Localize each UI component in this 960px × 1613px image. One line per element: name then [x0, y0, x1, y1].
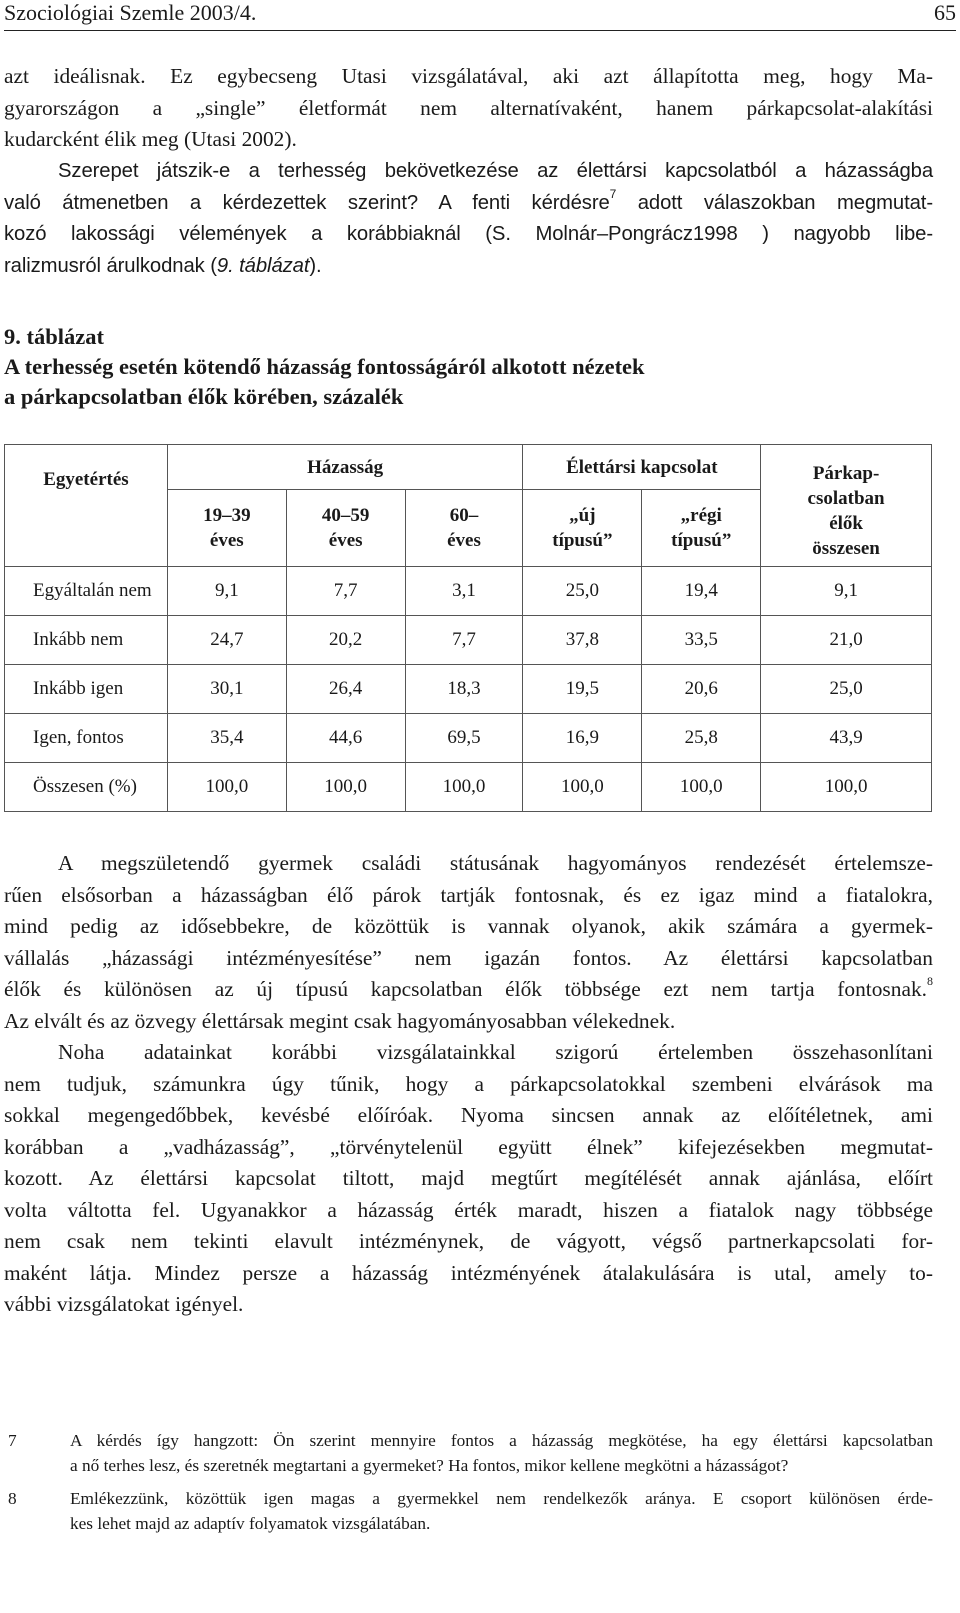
data-table	[4, 444, 932, 812]
table-cell: 3,1	[405, 567, 523, 616]
column-label: éves	[328, 530, 363, 551]
table-cell: 100,0	[405, 763, 523, 812]
table-cell: 44,6	[286, 714, 405, 763]
column-label: 60–	[449, 505, 479, 526]
table-cell: 100,0	[167, 763, 286, 812]
page-number: 65	[934, 0, 956, 25]
text-line: mind pedig az idősebbekre, de közöttük is vannak olyanok, akik számára a gyermek-	[4, 914, 933, 938]
text-line: vállalás „házassági intézményesítése” nem igazán fontos. Az élettársi kapcsolatban	[4, 945, 933, 970]
table-cell: 20,2	[286, 616, 405, 665]
column-label: „új	[569, 505, 596, 526]
row-label: Egyáltalán nem	[5, 567, 168, 616]
running-header	[4, 0, 956, 31]
group-header-total	[761, 445, 932, 567]
footnote-line: A kérdés így hangzott: Ön szerint mennyire fontos a házasság megkötése, ha egy élettársi kapcsolatban	[70, 1431, 933, 1450]
table-cell: 25,0	[523, 567, 642, 616]
table-cell: 21,0	[761, 616, 932, 665]
table-cell: 35,4	[167, 714, 286, 763]
column-header	[642, 490, 761, 567]
table-cell: 16,9	[523, 714, 642, 763]
text-segment: ).	[309, 254, 322, 277]
text-line: Szerepet játszik-e a terhesség bekövetkezése az élettársi kapcsolatból a házasságba	[58, 160, 933, 182]
footnote-8	[4, 1486, 933, 1536]
text-segment: adott válaszokban megmutat-	[616, 191, 934, 214]
table-reference: 9. táblázat	[216, 254, 310, 277]
question-paragraph	[4, 156, 933, 282]
text-line: vábbi vizsgálatokat igényel.	[4, 1292, 244, 1316]
text-line	[4, 974, 933, 1006]
text-line: rűen elsősorban a házasságban élő párok tartják fontosnak, és ez igaz mind a fiatalokra,	[4, 882, 933, 907]
table-cell: 26,4	[286, 665, 405, 714]
group-label: Házasság	[307, 456, 384, 478]
footnote-7	[4, 1428, 933, 1478]
table-cell: 19,4	[642, 567, 761, 616]
table-row	[5, 714, 932, 763]
table-cell: 20,6	[642, 665, 761, 714]
table-cell: 37,8	[523, 616, 642, 665]
text-line: volta váltotta fel. Ugyanakkor a házasság érték maradt, hiszen a fiatalok nagy többsége	[4, 1197, 933, 1222]
table-cell: 7,7	[405, 616, 523, 665]
column-label: éves	[209, 530, 244, 551]
table-cell: 100,0	[642, 763, 761, 812]
group-label: összesen	[812, 537, 880, 559]
text-line: gyarországon a „single” életformát nem alternatívaként, hanem párkapcsolat-alakítási	[4, 95, 933, 120]
text-segment: való átmenetben a kérdezettek szerint? A fenti kérdésre	[4, 191, 610, 214]
text-line: korábban a „vadházasság”, „törvénytelenül együtt élnek” kifejezésekben megmutat-	[4, 1134, 933, 1159]
column-label: éves	[447, 530, 481, 551]
table-number: 9. táblázat	[4, 324, 104, 349]
body-paragraph-1	[4, 848, 933, 1037]
table-cell: 18,3	[405, 665, 523, 714]
text-line: kozott. Az élettársi kapcsolat tiltott, majd megtűrt megítélését annak ajánlása, előírt	[4, 1166, 933, 1190]
text-line: azt ideálisnak. Ez egybecseng Utasi vizsgálatával, aki azt állapította meg, hogy Ma-	[4, 64, 933, 88]
row-label: Inkább igen	[5, 665, 168, 714]
footnote-number: 8	[8, 1489, 17, 1508]
footnote-ref-7: 7	[609, 186, 617, 201]
footnotes	[4, 1428, 933, 1544]
journal-title: Szociológiai Szemle 2003/4.	[4, 0, 257, 25]
column-header	[167, 490, 286, 567]
text-segment: élők és különösen az új típusú kapcsolatban élők többsége ezt nem tartja fontosnak.	[4, 977, 927, 1001]
table-cell: 43,9	[761, 714, 932, 763]
text-segment: ralizmusról árulkodnak (	[4, 254, 217, 277]
table-cell: 9,1	[761, 567, 932, 616]
table-row	[5, 616, 932, 665]
group-label: élők	[829, 512, 863, 534]
text-line	[4, 251, 933, 283]
text-line: nem csak nem tekinti elavult intézménynek, de vágyott, végső partnerkapcsolati for-	[4, 1229, 933, 1253]
group-label: Párkap-	[812, 462, 880, 484]
text-line: A megszületendő gyermek családi státusának hagyományos rendezését értelemsze-	[58, 851, 933, 875]
column-label: „régi	[680, 505, 722, 526]
table-row	[5, 567, 932, 616]
column-header	[523, 490, 642, 567]
column-label: 19–39	[203, 505, 251, 526]
table-cell: 30,1	[167, 665, 286, 714]
footnote-line: Emlékezzünk, közöttük igen magas a gyermekkel nem rendelkezők aránya. E csoport különösen érde-	[70, 1489, 933, 1508]
footnote-line: kes lehet majd az adaptív folyamatok vizsgálatában.	[70, 1514, 431, 1533]
footnote-line: a nő terhes lesz, és szeretnék megtartani a gyermeket? Ha fontos, mikor kellene megkötni a házasságot?	[70, 1456, 789, 1475]
row-label: Összesen (%)	[5, 763, 168, 812]
column-label: típusú”	[671, 530, 732, 551]
table-title-line: a párkapcsolatban élők körében, százalék	[4, 384, 404, 409]
table-cell: 100,0	[761, 763, 932, 812]
table-cell: 9,1	[167, 567, 286, 616]
text-line: sokkal megengedőbbek, kevésbé előíróak. Nyoma sincsen annak az előítéletnek, ami	[4, 1103, 933, 1127]
group-header-cohabitation	[523, 445, 761, 490]
table-cell: 7,7	[286, 567, 405, 616]
group-label: Élettársi kapcsolat	[566, 456, 718, 478]
column-label: típusú”	[552, 530, 613, 551]
text-line: nem tudjuk, számunkra úgy tűnik, hogy a párkapcsolatokkal szembeni elvárások ma	[4, 1071, 933, 1096]
table-cell: 25,0	[761, 665, 932, 714]
row-header-label: Egyetértés	[43, 469, 129, 490]
text-line: Noha adatainkat korábbi vizsgálatainkkal szigorú értelemben összehasonlítani	[58, 1040, 933, 1064]
footnote-ref-8: 8	[927, 973, 933, 988]
table-cell: 100,0	[523, 763, 642, 812]
text-line	[4, 188, 933, 220]
column-label: 40–59	[321, 505, 370, 526]
table-cell: 19,5	[523, 665, 642, 714]
table-cell: 24,7	[167, 616, 286, 665]
footnote-number: 7	[8, 1431, 17, 1450]
body-paragraph-2	[4, 1037, 933, 1321]
table-cell: 100,0	[286, 763, 405, 812]
column-header	[405, 490, 523, 567]
row-label: Igen, fontos	[5, 714, 168, 763]
table-cell: 25,8	[642, 714, 761, 763]
text-line: maként látja. Mindez persze a házasság intézményének átalakulására is utal, amely to-	[4, 1260, 933, 1285]
table-caption	[4, 322, 933, 412]
row-header-cell	[5, 445, 168, 567]
column-header	[286, 490, 405, 567]
text-line: kozó lakossági vélemények a korábbiaknál (S. Molnár–Pongrácz1998 ) nagyobb libe-	[4, 223, 933, 245]
table-cell: 33,5	[642, 616, 761, 665]
table-cell: 69,5	[405, 714, 523, 763]
text-line: Az elvált és az özvegy élettársak megint csak hagyományosabban vélekednek.	[4, 1008, 676, 1033]
table-title-line: A terhesség esetén kötendő házasság fontosságáról alkotott nézetek	[4, 354, 645, 379]
group-label: csolatban	[807, 487, 885, 509]
group-header-marriage	[167, 445, 523, 490]
table-row-total	[5, 763, 932, 812]
table-row	[5, 665, 932, 714]
text-line: kudarcként élik meg (Utasi 2002).	[4, 127, 297, 151]
row-label: Inkább nem	[5, 616, 168, 665]
intro-paragraph	[4, 61, 933, 156]
